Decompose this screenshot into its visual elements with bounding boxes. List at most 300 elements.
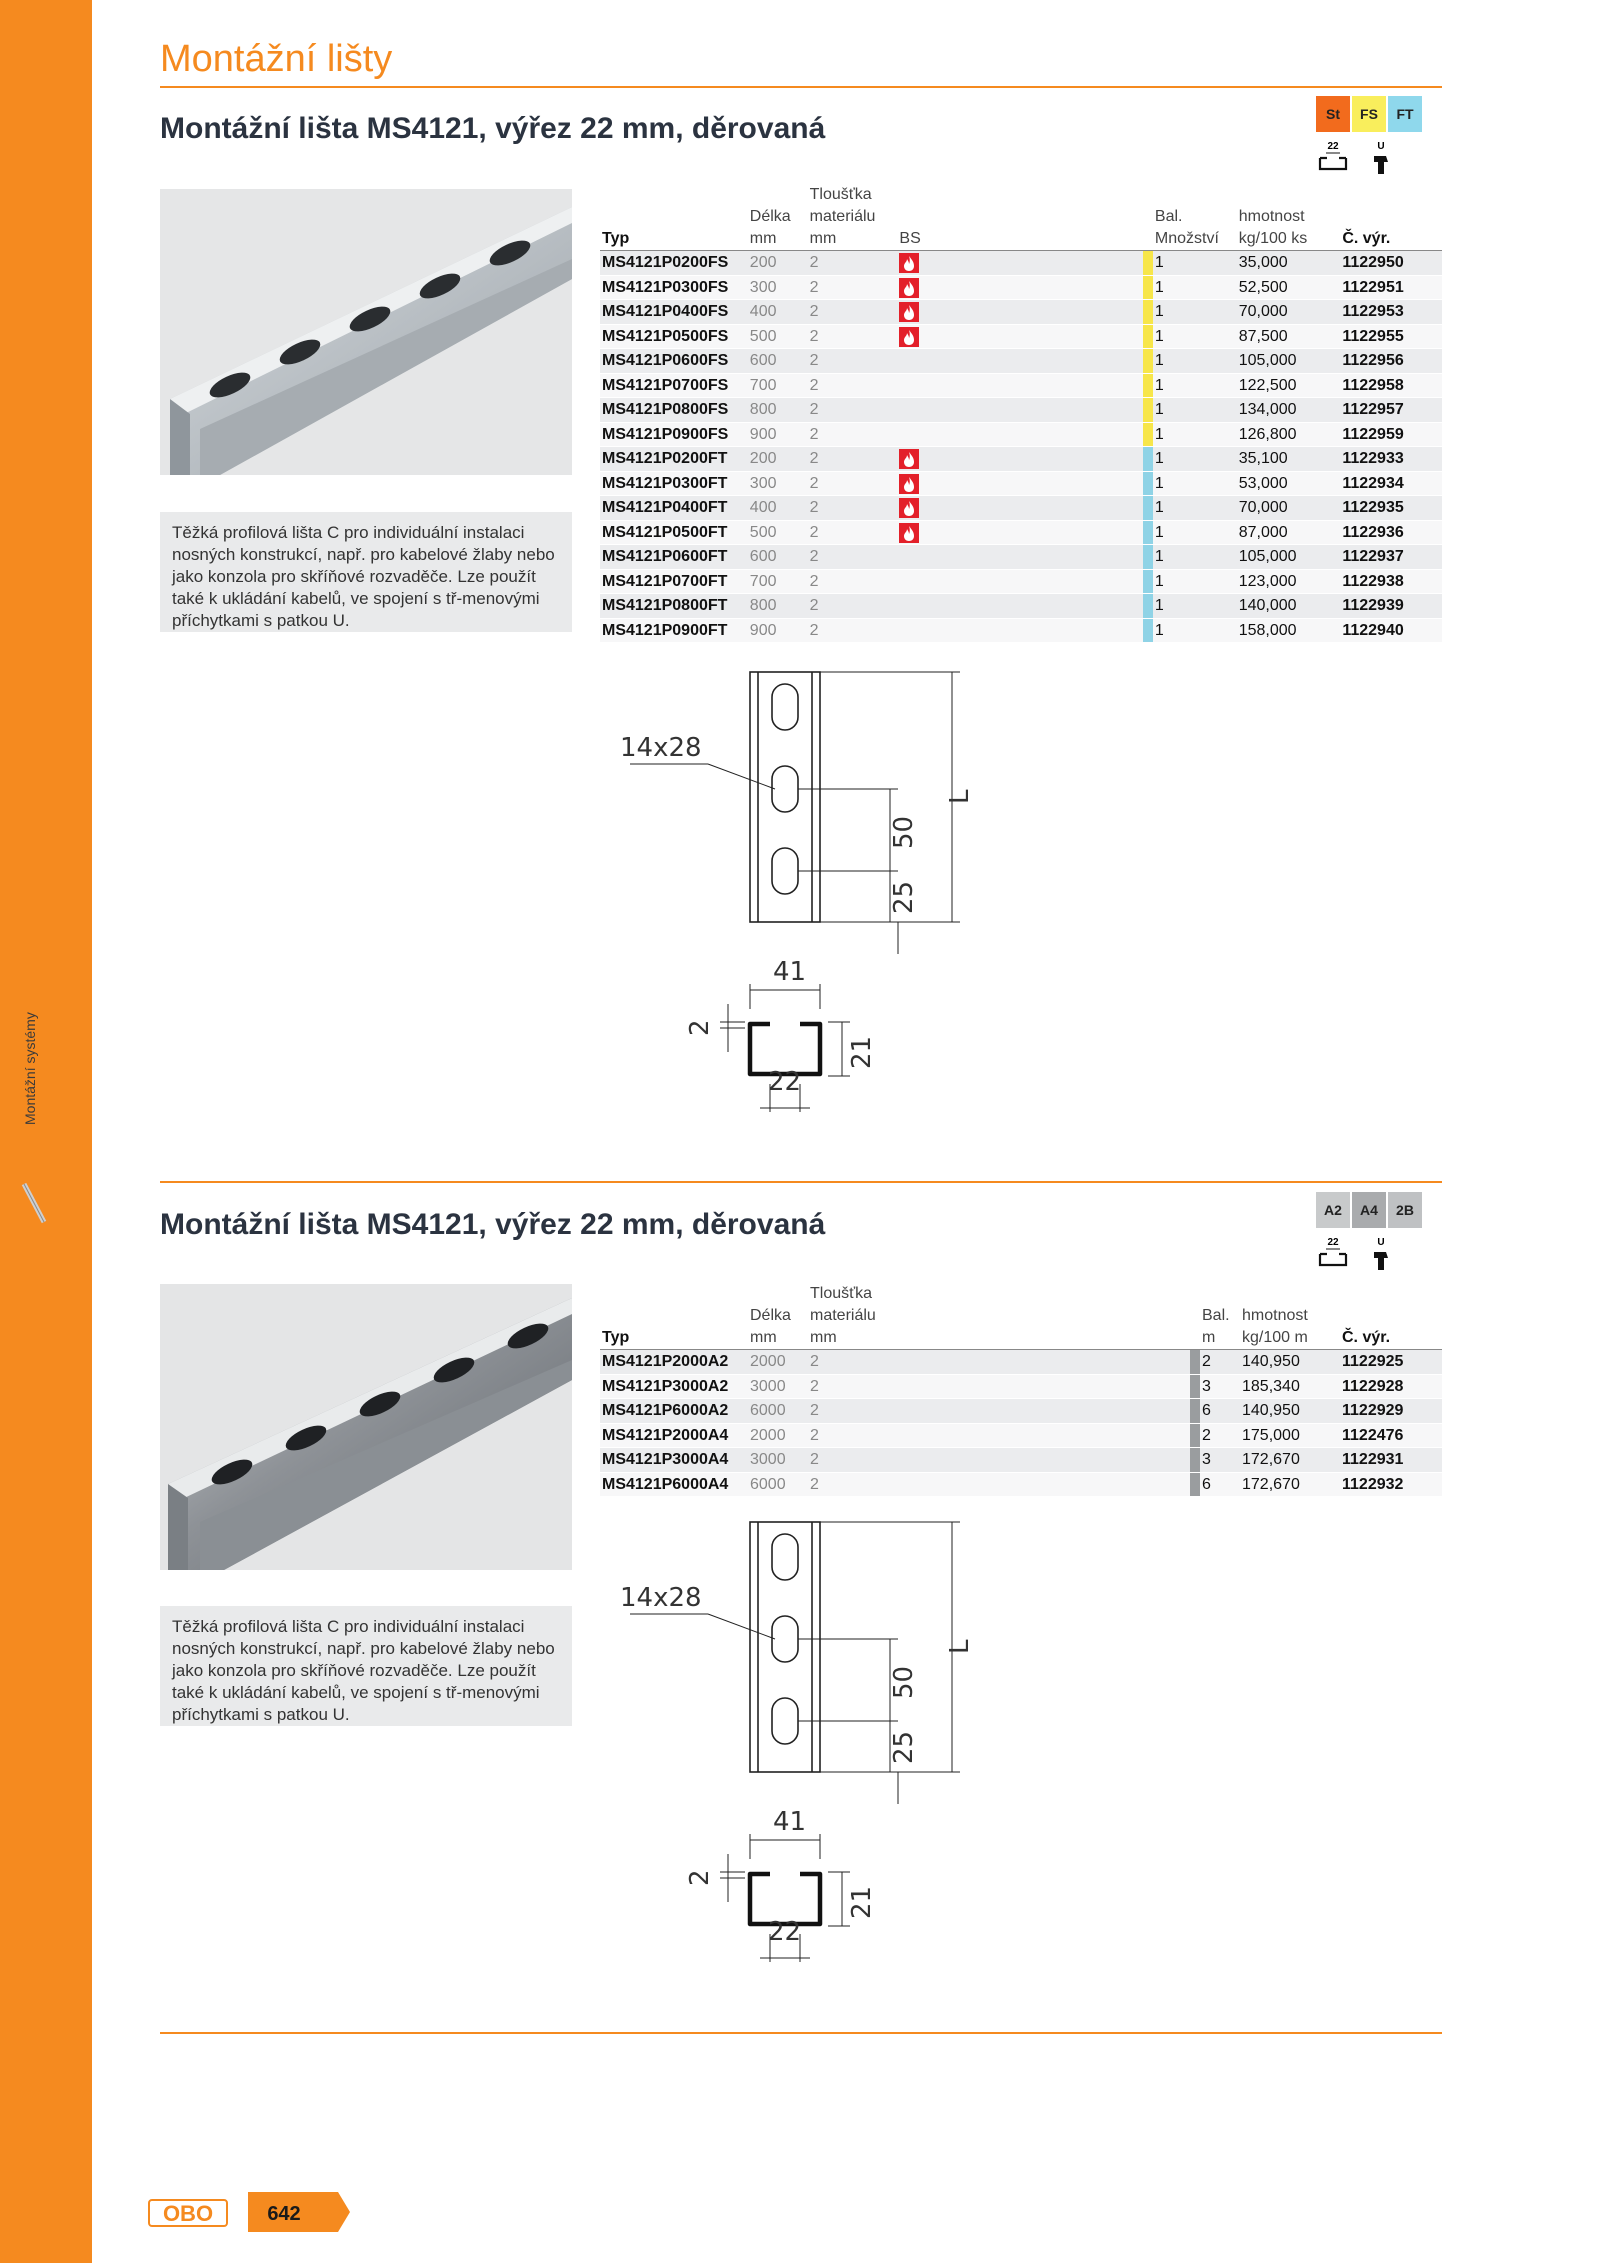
- fire-icon: [899, 327, 919, 347]
- bottom-divider: [160, 2032, 1442, 2034]
- cell-bs: [897, 618, 939, 643]
- cell-thickness: 2: [808, 496, 898, 521]
- section1-symbols: [1316, 138, 1398, 176]
- u-clip-icon-label: U: [1377, 141, 1385, 152]
- table-row: [600, 373, 1442, 398]
- obo-logo-text: OBO: [162, 2201, 214, 2226]
- obo-logo: [148, 2199, 228, 2227]
- header-thickness-2: materiálu: [809, 208, 876, 225]
- cell-thickness: 2: [808, 569, 898, 594]
- table-row: [600, 422, 1442, 447]
- cell-length: 500: [748, 520, 808, 545]
- cell-thickness: 2: [808, 422, 898, 447]
- header-type: Typ: [600, 1327, 748, 1350]
- table-row: [600, 1350, 1442, 1375]
- cell-color-bar: [1143, 594, 1153, 619]
- cell-quantity: 1: [1153, 349, 1237, 374]
- cell-weight: 35,100: [1237, 447, 1341, 472]
- cell-quantity: 1: [1153, 618, 1237, 643]
- table-row: [600, 545, 1442, 570]
- cell-article-no: 1122932: [1340, 1472, 1442, 1497]
- cell-quantity: 1: [1153, 496, 1237, 521]
- cell-thickness: 2: [808, 324, 898, 349]
- cell-color-bar: [1143, 520, 1153, 545]
- cell-weight: 122,500: [1237, 373, 1341, 398]
- cell-weight: 158,000: [1237, 618, 1341, 643]
- cell-quantity: 1: [1153, 398, 1237, 423]
- cell-thickness: 2: [808, 251, 898, 276]
- table-row: [600, 471, 1442, 496]
- cell-quantity: 1: [1153, 520, 1237, 545]
- cell-weight: 70,000: [1237, 300, 1341, 325]
- cell-thickness: 2: [808, 545, 898, 570]
- cell-article-no: 1122950: [1340, 251, 1442, 276]
- cell-article-no: 1122956: [1340, 349, 1442, 374]
- cell-weight: 52,500: [1237, 275, 1341, 300]
- cell-article-no: 1122933: [1340, 447, 1442, 472]
- header-thickness-2: materiálu: [810, 1307, 876, 1324]
- cell-bs: [897, 545, 939, 570]
- cell-thickness: 2: [808, 373, 898, 398]
- cell-quantity: 1: [1153, 300, 1237, 325]
- cell-type: MS4121P0400FT: [600, 496, 748, 521]
- page-number-tab: [248, 2192, 350, 2232]
- hole-size-label: 14x28: [620, 1583, 702, 1613]
- section2-product-photo: [160, 1284, 572, 1570]
- cell-article-no: 1122928: [1340, 1374, 1442, 1399]
- section1-title: Montážní lišta MS4121, výřez 22 mm, děrovaná: [160, 112, 826, 145]
- cell-color-bar: [1143, 618, 1153, 643]
- fire-icon: [899, 498, 919, 518]
- header-length: Délka: [749, 208, 791, 225]
- cell-quantity: 1: [1153, 324, 1237, 349]
- cell-article-no: 1122476: [1340, 1423, 1442, 1448]
- badge-st: St: [1316, 96, 1350, 132]
- cell-weight: 105,000: [1237, 545, 1341, 570]
- thickness-label: 2: [685, 1019, 715, 1036]
- cell-type: MS4121P0300FT: [600, 471, 748, 496]
- cell-thickness: 2: [808, 1374, 898, 1399]
- cell-spacer: [939, 569, 1143, 594]
- cell-article-no: 1122937: [1340, 545, 1442, 570]
- cell-spacer: [939, 251, 1143, 276]
- header-weight-1: hmotnost: [1242, 1307, 1308, 1324]
- cell-quantity: 1: [1153, 471, 1237, 496]
- table-row: [600, 1472, 1442, 1497]
- cell-color-bar: [1143, 373, 1153, 398]
- cell-quantity: 1: [1153, 251, 1237, 276]
- cell-type: MS4121P0600FT: [600, 545, 748, 570]
- cell-article-no: 1122934: [1340, 471, 1442, 496]
- badge-2b: 2B: [1388, 1192, 1422, 1228]
- table-row: [600, 447, 1442, 472]
- cell-weight: 185,340: [1240, 1374, 1340, 1399]
- height-label: 21: [847, 1885, 877, 1919]
- cell-spacer: [939, 373, 1143, 398]
- cell-thickness: 2: [808, 1423, 898, 1448]
- width-label: 41: [773, 957, 807, 987]
- cell-weight: 53,000: [1237, 471, 1341, 496]
- cell-bs: [897, 520, 939, 545]
- cell-bs: [897, 275, 939, 300]
- edge-distance-label: 25: [889, 1730, 919, 1764]
- header-article-no: Č. výr.: [1340, 1327, 1442, 1350]
- cell-length: 600: [748, 545, 808, 570]
- cell-article-no: 1122935: [1340, 496, 1442, 521]
- cell-length: 200: [748, 447, 808, 472]
- cell-quantity: 6: [1200, 1472, 1240, 1497]
- cell-length: 3000: [748, 1374, 808, 1399]
- cell-spacer: [939, 618, 1143, 643]
- width-label: 41: [773, 1807, 807, 1837]
- cell-quantity: 1: [1153, 275, 1237, 300]
- pencil-icon: [20, 1180, 48, 1230]
- fire-icon: [899, 253, 919, 273]
- cell-spacer: [898, 1472, 1190, 1497]
- cell-quantity: 3: [1200, 1448, 1240, 1473]
- cell-weight: 172,670: [1240, 1448, 1340, 1473]
- cell-color-bar: [1190, 1350, 1200, 1375]
- pitch-label: 50: [889, 1665, 919, 1699]
- cell-color-bar: [1143, 471, 1153, 496]
- length-label: L: [945, 1639, 975, 1654]
- table-row: [600, 496, 1442, 521]
- u-clip-icon: [1364, 1234, 1398, 1272]
- cell-type: MS4121P0300FS: [600, 275, 748, 300]
- cell-spacer: [898, 1423, 1190, 1448]
- header-weight-2: kg/100 m: [1240, 1327, 1340, 1350]
- cell-weight: 134,000: [1237, 398, 1341, 423]
- cell-weight: 70,000: [1237, 496, 1341, 521]
- cell-article-no: 1122958: [1340, 373, 1442, 398]
- cell-thickness: 2: [808, 349, 898, 374]
- cell-type: MS4121P6000A2: [600, 1399, 748, 1424]
- cell-thickness: 2: [808, 1399, 898, 1424]
- page-title: Montážní lišty: [160, 38, 393, 80]
- cell-weight: 172,670: [1240, 1472, 1340, 1497]
- table-row: [600, 1374, 1442, 1399]
- section2-symbols: [1316, 1234, 1398, 1272]
- table-row: [600, 569, 1442, 594]
- cell-spacer: [939, 349, 1143, 374]
- cell-thickness: 2: [808, 398, 898, 423]
- badge-a2: A2: [1316, 1192, 1350, 1228]
- cell-thickness: 2: [808, 275, 898, 300]
- cell-type: MS4121P0600FS: [600, 349, 748, 374]
- section1-material-badges: [1316, 96, 1422, 132]
- cell-quantity: 1: [1153, 594, 1237, 619]
- orange-sidebar: [0, 0, 92, 2263]
- cell-weight: 126,800: [1237, 422, 1341, 447]
- cell-type: MS4121P0500FT: [600, 520, 748, 545]
- section1-product-photo: [160, 189, 572, 475]
- cell-type: MS4121P3000A2: [600, 1374, 748, 1399]
- cell-thickness: 2: [808, 471, 898, 496]
- badge-a4: A4: [1352, 1192, 1386, 1228]
- cell-thickness: 2: [808, 594, 898, 619]
- cell-bs: [897, 251, 939, 276]
- cell-weight: 123,000: [1237, 569, 1341, 594]
- cell-thickness: 2: [808, 618, 898, 643]
- galvanized-rail-image: [160, 189, 572, 475]
- cell-spacer: [939, 398, 1143, 423]
- cell-article-no: 1122957: [1340, 398, 1442, 423]
- section2-title: Montážní lišta MS4121, výřez 22 mm, děrovaná: [160, 1208, 826, 1241]
- edge-distance-label: 25: [889, 880, 919, 914]
- header-bs: BS: [897, 228, 939, 251]
- section2-description: Těžká profilová lišta C pro individuální instalaci nosných konstrukcí, např. pro kabelové žlaby nebo jako konzola pro skříňové rozvaděče. Lze použít také k ukládání kabelů, ve spojení s tř-menovými příchytkami s patkou U.: [160, 1606, 572, 1726]
- slot-width-icon-label: 22: [1327, 1237, 1339, 1248]
- cell-color-bar: [1143, 251, 1153, 276]
- cell-color-bar: [1143, 275, 1153, 300]
- badge-fs: FS: [1352, 96, 1386, 132]
- section1-technical-drawing: [600, 664, 1060, 1124]
- slot-width-icon-label: 22: [1327, 141, 1339, 152]
- cell-length: 700: [748, 373, 808, 398]
- cell-spacer: [939, 594, 1143, 619]
- cell-quantity: 1: [1153, 447, 1237, 472]
- cell-bs: [897, 569, 939, 594]
- cell-bs: [897, 422, 939, 447]
- fire-icon: [899, 278, 919, 298]
- cell-length: 6000: [748, 1399, 808, 1424]
- header-thickness-unit: mm: [808, 1327, 898, 1350]
- cell-length: 200: [748, 251, 808, 276]
- cell-color-bar: [1143, 398, 1153, 423]
- cell-length: 3000: [748, 1448, 808, 1473]
- cell-length: 300: [748, 275, 808, 300]
- cell-length: 2000: [748, 1350, 808, 1375]
- header-length-unit: mm: [748, 1327, 808, 1350]
- cell-bs: [897, 373, 939, 398]
- thickness-label: 2: [685, 1869, 715, 1886]
- cell-type: MS4121P0800FS: [600, 398, 748, 423]
- cell-length: 400: [748, 300, 808, 325]
- cell-length: 800: [748, 398, 808, 423]
- header-length-unit: mm: [748, 228, 808, 251]
- cell-quantity: 1: [1153, 545, 1237, 570]
- cell-bs: [897, 496, 939, 521]
- cell-color-bar: [1143, 422, 1153, 447]
- cell-length: 900: [748, 618, 808, 643]
- section2-divider: [160, 1181, 1442, 1183]
- cell-color-bar: [1190, 1399, 1200, 1424]
- table-row: [600, 594, 1442, 619]
- table-row: [600, 618, 1442, 643]
- fire-icon: [899, 449, 919, 469]
- u-clip-icon: [1364, 138, 1398, 176]
- cell-bs: [897, 398, 939, 423]
- cell-article-no: 1122925: [1340, 1350, 1442, 1375]
- cell-bs: [897, 324, 939, 349]
- cell-type: MS4121P2000A2: [600, 1350, 748, 1375]
- header-thickness-1: Tloušťka: [809, 186, 872, 203]
- cell-type: MS4121P0400FS: [600, 300, 748, 325]
- cell-length: 2000: [748, 1423, 808, 1448]
- cell-color-bar: [1143, 496, 1153, 521]
- cell-weight: 87,500: [1237, 324, 1341, 349]
- hole-size-label: 14x28: [620, 733, 702, 763]
- cell-bs: [897, 471, 939, 496]
- cell-color-bar: [1143, 324, 1153, 349]
- cell-type: MS4121P0800FT: [600, 594, 748, 619]
- cell-spacer: [939, 324, 1143, 349]
- cell-weight: 140,950: [1240, 1350, 1340, 1375]
- cell-length: 700: [748, 569, 808, 594]
- header-pack-2: m: [1200, 1327, 1240, 1350]
- cell-thickness: 2: [808, 1448, 898, 1473]
- table-row: [600, 1448, 1442, 1473]
- cell-length: 6000: [748, 1472, 808, 1497]
- cell-bs: [897, 349, 939, 374]
- fire-icon: [899, 523, 919, 543]
- cell-article-no: 1122953: [1340, 300, 1442, 325]
- cell-article-no: 1122959: [1340, 422, 1442, 447]
- cell-spacer: [939, 300, 1143, 325]
- cell-spacer: [898, 1350, 1190, 1375]
- cell-article-no: 1122939: [1340, 594, 1442, 619]
- cell-article-no: 1122936: [1340, 520, 1442, 545]
- cell-color-bar: [1190, 1448, 1200, 1473]
- cell-color-bar: [1143, 447, 1153, 472]
- table-row: [600, 251, 1442, 276]
- cell-spacer: [939, 447, 1143, 472]
- cell-article-no: 1122931: [1340, 1448, 1442, 1473]
- cell-color-bar: [1143, 569, 1153, 594]
- cell-color-bar: [1190, 1423, 1200, 1448]
- slot-width-icon: [1316, 1234, 1350, 1272]
- cell-weight: 87,000: [1237, 520, 1341, 545]
- cell-color-bar: [1143, 349, 1153, 374]
- section1-description: Těžká profilová lišta C pro individuální instalaci nosných konstrukcí, např. pro kabelové žlaby nebo jako konzola pro skříňové rozvaděče. Lze použít také k ukládání kabelů, ve spojení s tř-menovými příchytkami s patkou U.: [160, 512, 572, 632]
- cell-spacer: [939, 471, 1143, 496]
- length-label: L: [945, 789, 975, 804]
- cell-weight: 140,000: [1237, 594, 1341, 619]
- cell-article-no: 1122955: [1340, 324, 1442, 349]
- cell-color-bar: [1143, 545, 1153, 570]
- cell-thickness: 2: [808, 520, 898, 545]
- cell-length: 400: [748, 496, 808, 521]
- cell-color-bar: [1190, 1472, 1200, 1497]
- section2-material-badges: [1316, 1192, 1422, 1228]
- cell-quantity: 1: [1153, 422, 1237, 447]
- cell-color-bar: [1143, 300, 1153, 325]
- title-divider: [160, 86, 1442, 88]
- header-thickness-unit: mm: [808, 228, 898, 251]
- cell-type: MS4121P0700FS: [600, 373, 748, 398]
- table-row: [600, 324, 1442, 349]
- cell-spacer: [939, 545, 1143, 570]
- slot-width-icon: [1316, 138, 1350, 176]
- table-row: [600, 349, 1442, 374]
- cell-length: 800: [748, 594, 808, 619]
- cell-article-no: 1122940: [1340, 618, 1442, 643]
- badge-ft: FT: [1388, 96, 1422, 132]
- section2-spec-table: [600, 1283, 1442, 1497]
- cell-quantity: 1: [1153, 373, 1237, 398]
- header-pack-1: Bal.: [1202, 1307, 1230, 1324]
- table-row: [600, 398, 1442, 423]
- cell-thickness: 2: [808, 447, 898, 472]
- table-row: [600, 275, 1442, 300]
- header-length: Délka: [750, 1307, 791, 1324]
- cell-spacer: [898, 1374, 1190, 1399]
- side-section-label: Montážní systémy: [22, 1012, 38, 1125]
- cell-length: 600: [748, 349, 808, 374]
- fire-icon: [899, 302, 919, 322]
- cell-color-bar: [1190, 1374, 1200, 1399]
- cell-spacer: [898, 1448, 1190, 1473]
- cell-article-no: 1122938: [1340, 569, 1442, 594]
- cell-quantity: 2: [1200, 1423, 1240, 1448]
- cell-type: MS4121P0700FT: [600, 569, 748, 594]
- cell-type: MS4121P0200FT: [600, 447, 748, 472]
- cell-type: MS4121P0900FT: [600, 618, 748, 643]
- table-row: [600, 1423, 1442, 1448]
- cell-quantity: 1: [1153, 569, 1237, 594]
- section1-spec-table: [600, 184, 1442, 643]
- cell-weight: 140,950: [1240, 1399, 1340, 1424]
- cell-spacer: [939, 496, 1143, 521]
- cell-thickness: 2: [808, 1472, 898, 1497]
- header-weight-1: hmotnost: [1238, 208, 1305, 225]
- header-weight-2: kg/100 ks: [1237, 228, 1341, 251]
- cell-article-no: 1122929: [1340, 1399, 1442, 1424]
- table-row: [600, 1399, 1442, 1424]
- cell-type: MS4121P0900FS: [600, 422, 748, 447]
- header-pack-2: Množství: [1153, 228, 1237, 251]
- height-label: 21: [847, 1035, 877, 1069]
- cell-thickness: 2: [808, 1350, 898, 1375]
- cell-quantity: 6: [1200, 1399, 1240, 1424]
- cell-bs: [897, 594, 939, 619]
- cell-spacer: [939, 422, 1143, 447]
- cell-type: MS4121P0200FS: [600, 251, 748, 276]
- pitch-label: 50: [889, 815, 919, 849]
- cell-bs: [897, 447, 939, 472]
- table-row: [600, 520, 1442, 545]
- cell-type: MS4121P0500FS: [600, 324, 748, 349]
- cell-quantity: 2: [1200, 1350, 1240, 1375]
- fire-icon: [899, 474, 919, 494]
- stainless-rail-image: [160, 1284, 572, 1570]
- slot-label: 22: [768, 1067, 802, 1097]
- cell-weight: 175,000: [1240, 1423, 1340, 1448]
- cell-bs: [897, 300, 939, 325]
- cell-length: 500: [748, 324, 808, 349]
- cell-type: MS4121P6000A4: [600, 1472, 748, 1497]
- u-clip-icon-label: U: [1377, 1237, 1385, 1248]
- cell-spacer: [939, 520, 1143, 545]
- header-pack-1: Bal.: [1154, 208, 1183, 225]
- header-type: Typ: [600, 228, 748, 251]
- cell-quantity: 3: [1200, 1374, 1240, 1399]
- cell-weight: 105,000: [1237, 349, 1341, 374]
- cell-type: MS4121P2000A4: [600, 1423, 748, 1448]
- cell-spacer: [939, 275, 1143, 300]
- section2-technical-drawing: [600, 1514, 1060, 1974]
- cell-thickness: 2: [808, 300, 898, 325]
- cell-weight: 35,000: [1237, 251, 1341, 276]
- slot-label: 22: [768, 1917, 802, 1947]
- page-number: 642: [267, 2203, 301, 2225]
- header-article-no: Č. výr.: [1340, 228, 1442, 251]
- cell-article-no: 1122951: [1340, 275, 1442, 300]
- cell-spacer: [898, 1399, 1190, 1424]
- cell-length: 300: [748, 471, 808, 496]
- cell-type: MS4121P3000A4: [600, 1448, 748, 1473]
- header-thickness-1: Tloušťka: [810, 1285, 873, 1302]
